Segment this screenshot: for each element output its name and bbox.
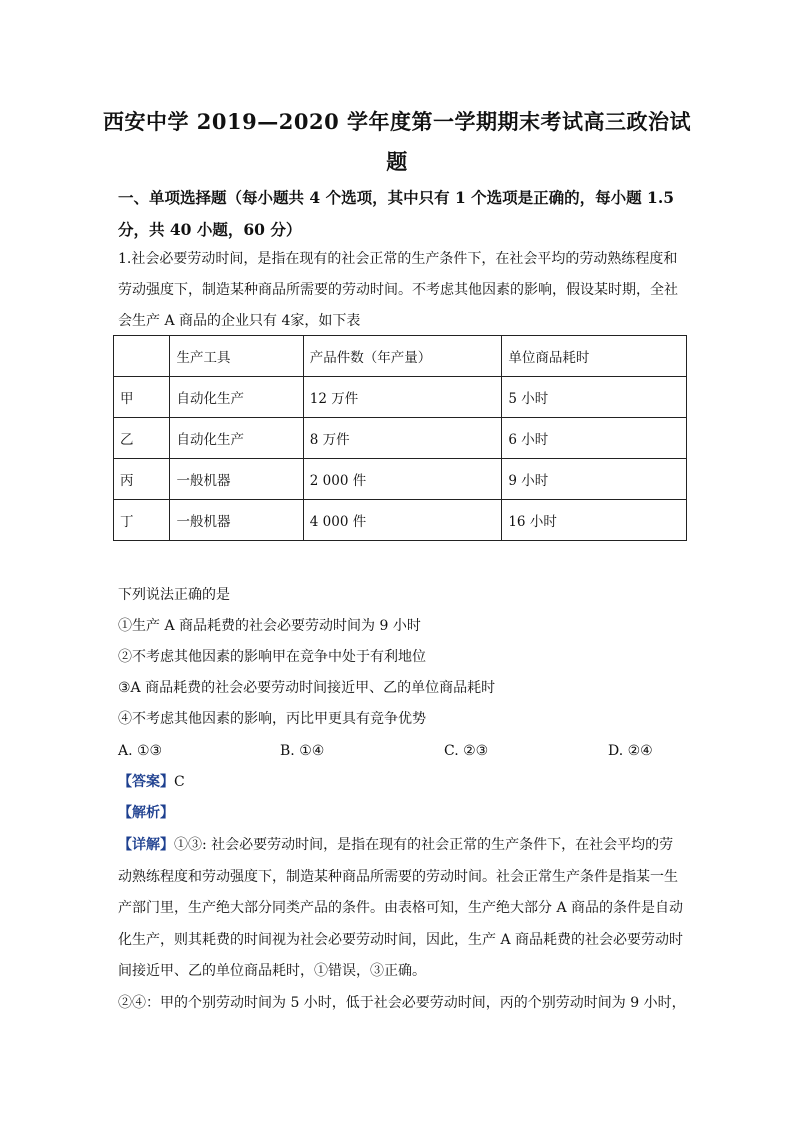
- detail-line-1: [118, 830, 688, 862]
- table-header-cell: 生产工具: [170, 336, 303, 377]
- table-row: [114, 377, 687, 418]
- table-cell: 丙: [114, 459, 170, 500]
- table-cell: 2 000 件: [303, 459, 502, 500]
- statements-block: [118, 580, 688, 735]
- table-cell: 乙: [114, 418, 170, 459]
- data-table: [113, 335, 687, 541]
- detail-line-5: 间接近甲、乙的单位商品耗时，①错误，③正确。: [118, 963, 426, 979]
- table-cell: 一般机器: [170, 500, 303, 541]
- answer-options: [118, 736, 688, 767]
- detail-line-4: 化生产，则其耗费的时间视为社会必要劳动时间，因此，生产 A 商品耗费的社会必要劳动时: [118, 931, 684, 948]
- table-cell: 6 小时: [502, 418, 687, 459]
- detail-line-6: ②④：甲的个别劳动时间为 5 小时，低于社会必要劳动时间，丙的个别劳动时间为 9 小时，: [118, 994, 686, 1011]
- detail-label: 【详解】: [118, 837, 174, 853]
- table-cell: 一般机器: [170, 459, 303, 500]
- option-c: C. ②③: [444, 743, 489, 759]
- table-row: [114, 459, 687, 500]
- answer-line: [118, 767, 185, 798]
- statement-3: ③A 商品耗费的社会必要劳动时间接近甲、乙的单位商品耗时: [118, 680, 496, 696]
- detail-explanation: [118, 830, 688, 1019]
- table-cell: 4 000 件: [303, 500, 502, 541]
- answer-label: 【答案】: [118, 774, 174, 790]
- table-header-cell: 单位商品耗时: [502, 336, 687, 377]
- table-cell: 自动化生产: [170, 418, 303, 459]
- title-line-2: 题: [386, 149, 408, 174]
- table-cell: 自动化生产: [170, 377, 303, 418]
- analysis-label-text: 【解析】: [118, 805, 174, 821]
- statement-2: ②不考虑其他因素的影响甲在竞争中处于有利地位: [118, 649, 426, 665]
- title-line-1: 西安中学 2019—2020 学年度第一学期期末考试高三政治试: [102, 109, 691, 134]
- table-cell: 8 万件: [303, 418, 502, 459]
- option-a: A. ①③: [118, 743, 163, 759]
- table-cell: 12 万件: [303, 377, 502, 418]
- analysis-label: [118, 798, 174, 829]
- table-cell: 丁: [114, 500, 170, 541]
- table-header-row: [114, 336, 687, 377]
- question-stem: 1.社会必要劳动时间，是指在现有的社会正常的生产条件下，在社会平均的劳动熟练程度和劳动强度下，制造某种商品所需要的劳动时间。不考虑其他因素的影响，假设某时期，全社会生产 A 商品的企业只有 4家，如下表: [118, 251, 678, 329]
- statement-1: ①生产 A 商品耗费的社会必要劳动时间为 9 小时: [118, 618, 421, 634]
- document-title: [100, 102, 694, 182]
- table-row: [114, 418, 687, 459]
- table-header-cell: 产品件数（年产量）: [303, 336, 502, 377]
- table-header-cell: [114, 336, 170, 377]
- detail-text: ①③: 社会必要劳动时间，是指在现有的社会正常的生产条件下，在社会平均的劳: [174, 837, 674, 853]
- section-heading: 一、单项选择题（每小题共 4 个选项，其中只有 1 个选项是正确的，每小题 1.5 分，共 40 小题，60 分）: [118, 188, 675, 239]
- detail-line-3: 产部门里，生产绝大部分同类产品的条件。由表格可知，生产绝大部分 A 商品的条件是自动: [118, 900, 684, 916]
- answer-value: C: [174, 774, 185, 790]
- question-prompt: 下列说法正确的是: [118, 587, 230, 603]
- statement-4: ④不考虑其他因素的影响，丙比甲更具有竞争优势: [118, 711, 426, 727]
- option-b: B. ①④: [280, 743, 325, 759]
- detail-line-2: 动熟练程度和劳动强度下，制造某种商品所需要的劳动时间。社会正常生产条件是指某一生: [118, 868, 678, 885]
- option-d: D. ②④: [608, 743, 653, 759]
- table-cell: 9 小时: [502, 459, 687, 500]
- table-cell: 甲: [114, 377, 170, 418]
- table-cell: 16 小时: [502, 500, 687, 541]
- table-cell: 5 小时: [502, 377, 687, 418]
- table-row: [114, 500, 687, 541]
